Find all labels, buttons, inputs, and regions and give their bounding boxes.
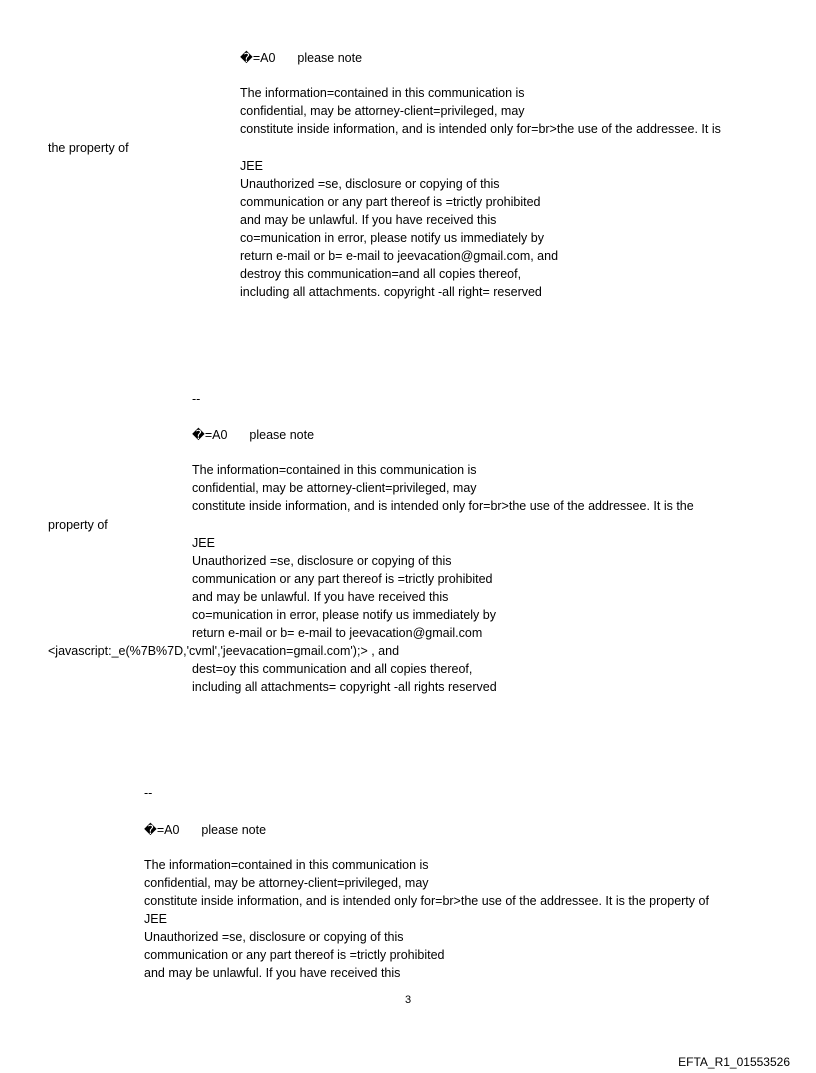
- text-line: JEE: [144, 912, 167, 926]
- text-line: return e-mail or b= e-mail to jeevacation@gmail.com, and: [240, 249, 559, 263]
- note-heading: [240, 49, 362, 67]
- text-line: Unauthorized =se, disclosure or copying of this: [192, 554, 452, 568]
- text-line: The information=contained in this communication is: [192, 463, 477, 477]
- separator: --: [192, 392, 201, 406]
- note-heading: [192, 426, 314, 444]
- text-line: co=munication in error, please notify us immediately by: [192, 608, 496, 622]
- text-line: confidential, may be attorney-client=privileged, may: [192, 481, 477, 495]
- text-line-wrap: property of: [48, 518, 108, 532]
- text-line: co=munication in error, please notify us immediately by: [240, 231, 544, 245]
- text-line: constitute inside information, and is intended only for=br>the use of the addressee. It is the: [192, 499, 694, 513]
- note-text: please note: [297, 51, 363, 65]
- note-heading: [144, 821, 266, 839]
- text-line: The information=contained in this communication is: [144, 858, 429, 872]
- text-line: Unauthorized =se, disclosure or copying of this: [144, 930, 404, 944]
- text-line: constitute inside information, and is intended only for=br>the use of the addressee. It is the property of: [144, 894, 709, 908]
- text-line: and may be unlawful. If you have received this: [240, 213, 497, 227]
- text-line: JEE: [192, 536, 215, 550]
- text-line: confidential, may be attorney-client=privileged, may: [240, 104, 525, 118]
- note-symbol: �=A0: [144, 823, 180, 837]
- text-line: communication or any part thereof is =trictly prohibited: [192, 572, 493, 586]
- separator: --: [144, 786, 153, 800]
- text-line: JEE: [240, 159, 263, 173]
- javascript-link-text: <javascript:_e(%7B%7D,'cvml','jeevacation=gmail.com');> , and: [48, 644, 400, 658]
- text-line: The information=contained in this communication is: [240, 86, 525, 100]
- text-line: including all attachments. copyright -all right= reserved: [240, 285, 542, 299]
- text-line: dest=oy this communication and all copies thereof,: [192, 662, 473, 676]
- text-line: Unauthorized =se, disclosure or copying of this: [240, 177, 500, 191]
- text-line: including all attachments= copyright -all rights reserved: [192, 680, 497, 694]
- text-line: and may be unlawful. If you have received this: [192, 590, 449, 604]
- text-line: and may be unlawful. If you have received this: [144, 966, 401, 980]
- page-number: 3: [404, 994, 412, 1006]
- text-line: constitute inside information, and is intended only for=br>the use of the addressee. It is: [240, 122, 721, 136]
- note-text: please note: [249, 428, 315, 442]
- note-text: please note: [201, 823, 267, 837]
- text-line: communication or any part thereof is =trictly prohibited: [240, 195, 541, 209]
- bates-number: EFTA_R1_01553526: [678, 1055, 790, 1069]
- text-line: destroy this communication=and all copies thereof,: [240, 267, 522, 281]
- text-line: communication or any part thereof is =trictly prohibited: [144, 948, 445, 962]
- text-line: return e-mail or b= e-mail to jeevacation@gmail.com: [192, 626, 483, 640]
- text-line-wrap: the property of: [48, 141, 129, 155]
- note-symbol: �=A0: [192, 428, 228, 442]
- text-line: confidential, may be attorney-client=privileged, may: [144, 876, 429, 890]
- note-symbol: �=A0: [240, 51, 276, 65]
